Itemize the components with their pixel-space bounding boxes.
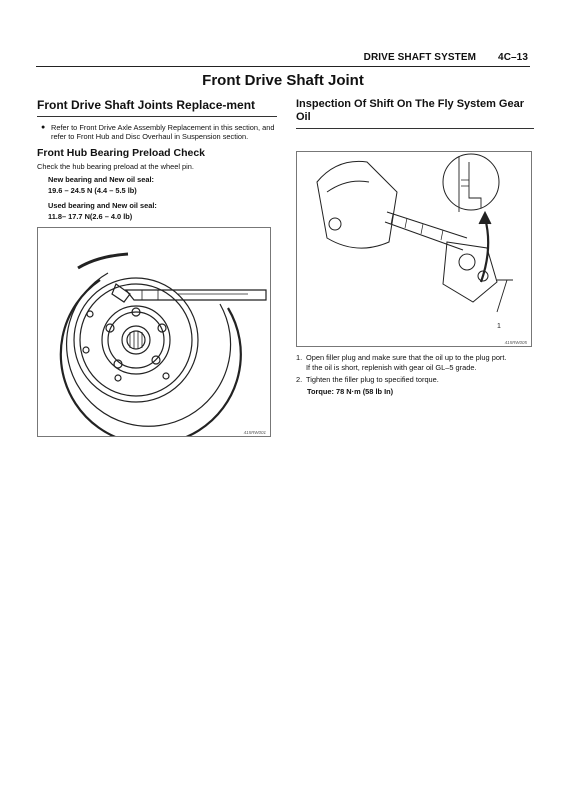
spec-label: Used bearing and New oil seal: [48, 201, 157, 210]
heading-rule [37, 116, 277, 117]
bullet-dot-icon: ● [41, 124, 46, 131]
heading-rule [296, 128, 534, 129]
hub-illustration [38, 228, 270, 436]
step-text: Tighten the filler plug to specified torque. [306, 375, 439, 384]
gear-oil-figure [296, 151, 532, 347]
torque-spec: Torque: 78 N·m (58 lb In) [307, 387, 394, 396]
spec-label: New bearing and New oil seal: [48, 175, 154, 184]
spec-value: 11.8– 17.7 N(2.6 – 4.0 lb) [48, 212, 133, 221]
figure-code: 415RW005 [504, 340, 527, 345]
figure-callout-number: 1 [497, 323, 501, 330]
figure-code: 415RW001 [243, 430, 266, 435]
running-header [364, 52, 528, 63]
intro-text: Check the hub bearing preload at the wheel pin. [37, 162, 194, 171]
subheading: Front Hub Bearing Preload Check [37, 147, 206, 159]
hub-preload-figure [37, 227, 271, 437]
bullet-text: Refer to Front Drive Axle Assembly Replacement in this section, and refer to Front Hub and Disc Overhaul in Suspension section. [51, 123, 275, 141]
left-column [37, 98, 277, 437]
list-item: 1. Open filler plug and make sure that the oil up to the plug port. If the oil is short, replenish with gear oil GL–5 grade. [296, 353, 507, 372]
left-heading: Front Drive Shaft Joints Replace-ment [37, 98, 256, 112]
list-item: 2. Tighten the filler plug to specified torque. [296, 375, 439, 384]
procedure-steps [296, 353, 534, 397]
transfer-case-illustration [297, 152, 531, 346]
header-rule [36, 66, 530, 67]
right-column [296, 98, 534, 397]
page-title: Front Drive Shaft Joint [202, 72, 364, 89]
step-note: If the oil is short, replenish with gear oil GL–5 grade. [306, 363, 477, 372]
page-number: 4C–13 [498, 52, 528, 63]
section-name: DRIVE SHAFT SYSTEM [363, 52, 477, 63]
reference-bullet [41, 123, 277, 141]
step-text: Open filler plug and make sure that the oil up to the plug port. [306, 353, 507, 362]
spec-value: 19.6 – 24.5 N (4.4 – 5.5 lb) [48, 186, 137, 195]
right-heading: Inspection Of Shift On The Fly System Gear Oil [296, 98, 524, 123]
